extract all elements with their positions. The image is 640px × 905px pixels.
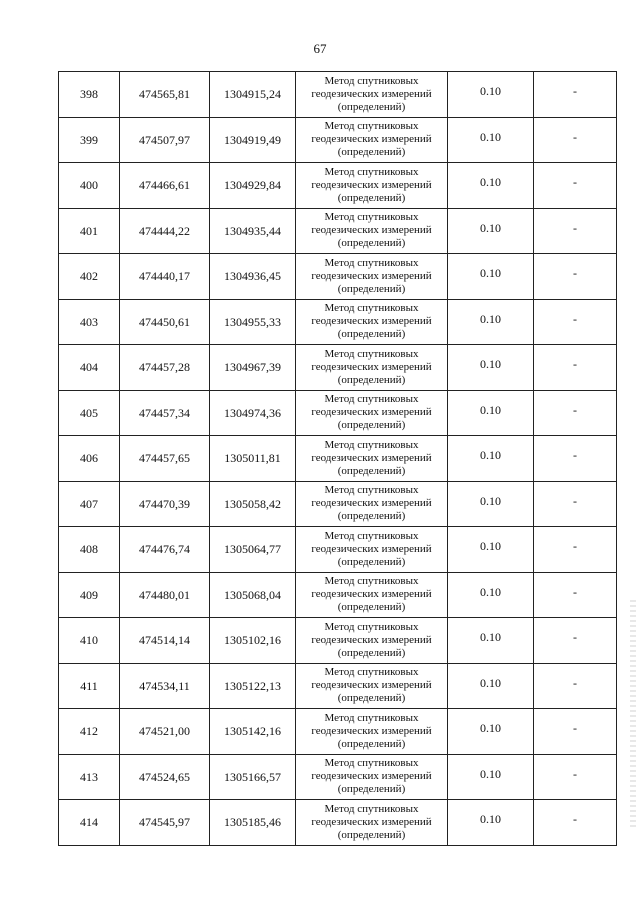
method-line: Метод спутниковых — [324, 438, 419, 451]
method-line: (определений) — [337, 828, 406, 841]
method-line: Метод спутниковых — [324, 484, 419, 497]
accuracy-cell: 0.10 — [448, 436, 534, 482]
method-line: (определений) — [337, 373, 406, 386]
note-cell: - — [534, 436, 617, 482]
table-row — [59, 572, 617, 618]
y-coordinate-cell: 1305142,16 — [210, 709, 296, 755]
method-cell — [296, 390, 448, 436]
table-row — [59, 618, 617, 664]
point-number-cell: 409 — [59, 572, 120, 618]
accuracy-cell: 0.10 — [448, 299, 534, 345]
method-line: геодезических измерений — [311, 679, 432, 692]
method-line: Метод спутниковых — [324, 256, 419, 269]
y-coordinate-cell: 1305011,81 — [210, 436, 296, 482]
method-line: (определений) — [337, 555, 406, 568]
x-coordinate-cell: 474457,34 — [120, 390, 210, 436]
method-line: Метод спутниковых — [324, 393, 419, 406]
method-line: геодезических измерений — [311, 542, 432, 555]
table-row — [59, 208, 617, 254]
method-line: Метод спутниковых — [324, 575, 419, 588]
accuracy-cell: 0.10 — [448, 572, 534, 618]
method-line: геодезических измерений — [311, 269, 432, 282]
accuracy-cell: 0.10 — [448, 709, 534, 755]
method-line: (определений) — [337, 464, 406, 477]
method-line: (определений) — [337, 146, 406, 159]
method-line: (определений) — [337, 419, 406, 432]
point-number-cell: 403 — [59, 299, 120, 345]
page-number: 67 — [313, 41, 327, 56]
table-row — [59, 663, 617, 709]
accuracy-cell: 0.10 — [448, 345, 534, 391]
point-number-cell: 405 — [59, 390, 120, 436]
accuracy-cell: 0.10 — [448, 481, 534, 527]
accuracy-cell: 0.10 — [448, 618, 534, 664]
note-cell: - — [534, 709, 617, 755]
method-line: (определений) — [337, 783, 406, 796]
method-cell — [296, 663, 448, 709]
note-cell: - — [534, 800, 617, 846]
method-cell — [296, 481, 448, 527]
method-line: геодезических измерений — [311, 315, 432, 328]
method-line: Метод спутниковых — [324, 74, 419, 87]
table-row — [59, 527, 617, 573]
y-coordinate-cell: 1304974,36 — [210, 390, 296, 436]
accuracy-cell: 0.10 — [448, 527, 534, 573]
method-line: геодезических измерений — [311, 178, 432, 191]
method-line: Метод спутниковых — [324, 347, 419, 360]
method-line: геодезических измерений — [311, 133, 432, 146]
method-cell — [296, 254, 448, 300]
method-line: (определений) — [337, 737, 406, 750]
accuracy-cell: 0.10 — [448, 663, 534, 709]
method-line: (определений) — [337, 510, 406, 523]
x-coordinate-cell: 474444,22 — [120, 208, 210, 254]
point-number-cell: 408 — [59, 527, 120, 573]
method-cell — [296, 572, 448, 618]
method-line: Метод спутниковых — [324, 802, 419, 815]
note-cell: - — [534, 481, 617, 527]
table-row — [59, 345, 617, 391]
note-cell: - — [534, 345, 617, 391]
method-line: Метод спутниковых — [324, 757, 419, 770]
y-coordinate-cell: 1305122,13 — [210, 663, 296, 709]
point-number-cell: 400 — [59, 163, 120, 209]
table-row — [59, 709, 617, 755]
method-line: (определений) — [337, 646, 406, 659]
table-row — [59, 117, 617, 163]
y-coordinate-cell: 1305166,57 — [210, 754, 296, 800]
method-line: Метод спутниковых — [324, 666, 419, 679]
method-cell — [296, 345, 448, 391]
note-cell: - — [534, 299, 617, 345]
table-row — [59, 390, 617, 436]
method-cell — [296, 208, 448, 254]
point-number-cell: 410 — [59, 618, 120, 664]
x-coordinate-cell: 474521,00 — [120, 709, 210, 755]
x-coordinate-cell: 474545,97 — [120, 800, 210, 846]
table-row — [59, 754, 617, 800]
note-cell: - — [534, 572, 617, 618]
method-line: геодезических измерений — [311, 770, 432, 783]
note-cell: - — [534, 163, 617, 209]
accuracy-cell: 0.10 — [448, 800, 534, 846]
method-line: геодезических измерений — [311, 588, 432, 601]
method-cell — [296, 618, 448, 664]
x-coordinate-cell: 474466,61 — [120, 163, 210, 209]
x-coordinate-cell: 474450,61 — [120, 299, 210, 345]
x-coordinate-cell: 474507,97 — [120, 117, 210, 163]
x-coordinate-cell: 474534,11 — [120, 663, 210, 709]
x-coordinate-cell: 474480,01 — [120, 572, 210, 618]
coordinates-table-body — [59, 72, 617, 846]
method-line: геодезических измерений — [311, 497, 432, 510]
method-cell — [296, 299, 448, 345]
method-line: геодезических измерений — [311, 406, 432, 419]
point-number-cell: 398 — [59, 72, 120, 118]
accuracy-cell: 0.10 — [448, 117, 534, 163]
x-coordinate-cell: 474440,17 — [120, 254, 210, 300]
method-cell — [296, 800, 448, 846]
point-number-cell: 413 — [59, 754, 120, 800]
y-coordinate-cell: 1304915,24 — [210, 72, 296, 118]
method-line: (определений) — [337, 237, 406, 250]
method-line: (определений) — [337, 601, 406, 614]
table-row — [59, 800, 617, 846]
note-cell: - — [534, 754, 617, 800]
y-coordinate-cell: 1304955,33 — [210, 299, 296, 345]
y-coordinate-cell: 1304936,45 — [210, 254, 296, 300]
table-row — [59, 481, 617, 527]
method-line: Метод спутниковых — [324, 302, 419, 315]
point-number-cell: 399 — [59, 117, 120, 163]
accuracy-cell: 0.10 — [448, 208, 534, 254]
point-number-cell: 402 — [59, 254, 120, 300]
method-line: Метод спутниковых — [324, 120, 419, 133]
note-cell: - — [534, 208, 617, 254]
method-cell — [296, 527, 448, 573]
method-cell — [296, 117, 448, 163]
margin-scan-mark — [630, 600, 636, 830]
x-coordinate-cell: 474565,81 — [120, 72, 210, 118]
y-coordinate-cell: 1304935,44 — [210, 208, 296, 254]
y-coordinate-cell: 1305058,42 — [210, 481, 296, 527]
method-cell — [296, 72, 448, 118]
point-number-cell: 401 — [59, 208, 120, 254]
x-coordinate-cell: 474470,39 — [120, 481, 210, 527]
method-line: геодезических измерений — [311, 360, 432, 373]
method-cell — [296, 709, 448, 755]
point-number-cell: 414 — [59, 800, 120, 846]
method-cell — [296, 163, 448, 209]
method-line: Метод спутниковых — [324, 211, 419, 224]
y-coordinate-cell: 1305102,16 — [210, 618, 296, 664]
note-cell: - — [534, 117, 617, 163]
x-coordinate-cell: 474457,28 — [120, 345, 210, 391]
method-line: (определений) — [337, 692, 406, 705]
method-line: Метод спутниковых — [324, 711, 419, 724]
method-line: (определений) — [337, 100, 406, 113]
point-number-cell: 406 — [59, 436, 120, 482]
method-cell — [296, 436, 448, 482]
x-coordinate-cell: 474457,65 — [120, 436, 210, 482]
table-row — [59, 163, 617, 209]
method-line: геодезических измерений — [311, 451, 432, 464]
point-number-cell: 412 — [59, 709, 120, 755]
note-cell: - — [534, 72, 617, 118]
method-line: (определений) — [337, 191, 406, 204]
point-number-cell: 411 — [59, 663, 120, 709]
y-coordinate-cell: 1304929,84 — [210, 163, 296, 209]
y-coordinate-cell: 1305185,46 — [210, 800, 296, 846]
x-coordinate-cell: 474524,65 — [120, 754, 210, 800]
table-row — [59, 436, 617, 482]
method-line: геодезических измерений — [311, 633, 432, 646]
point-number-cell: 407 — [59, 481, 120, 527]
y-coordinate-cell: 1305064,77 — [210, 527, 296, 573]
note-cell: - — [534, 663, 617, 709]
accuracy-cell: 0.10 — [448, 72, 534, 118]
method-line: геодезических измерений — [311, 224, 432, 237]
coordinates-table — [58, 71, 617, 846]
accuracy-cell: 0.10 — [448, 754, 534, 800]
note-cell: - — [534, 527, 617, 573]
note-cell: - — [534, 390, 617, 436]
method-line: Метод спутниковых — [324, 529, 419, 542]
method-line: (определений) — [337, 282, 406, 295]
table-row — [59, 254, 617, 300]
accuracy-cell: 0.10 — [448, 163, 534, 209]
accuracy-cell: 0.10 — [448, 390, 534, 436]
method-cell — [296, 754, 448, 800]
note-cell: - — [534, 254, 617, 300]
method-line: Метод спутниковых — [324, 620, 419, 633]
method-line: Метод спутниковых — [324, 165, 419, 178]
table-row — [59, 299, 617, 345]
y-coordinate-cell: 1304967,39 — [210, 345, 296, 391]
note-cell: - — [534, 618, 617, 664]
method-line: (определений) — [337, 328, 406, 341]
method-line: геодезических измерений — [311, 724, 432, 737]
x-coordinate-cell: 474476,74 — [120, 527, 210, 573]
method-line: геодезических измерений — [311, 87, 432, 100]
y-coordinate-cell: 1304919,49 — [210, 117, 296, 163]
x-coordinate-cell: 474514,14 — [120, 618, 210, 664]
accuracy-cell: 0.10 — [448, 254, 534, 300]
method-line: геодезических измерений — [311, 815, 432, 828]
y-coordinate-cell: 1305068,04 — [210, 572, 296, 618]
point-number-cell: 404 — [59, 345, 120, 391]
table-row — [59, 72, 617, 118]
